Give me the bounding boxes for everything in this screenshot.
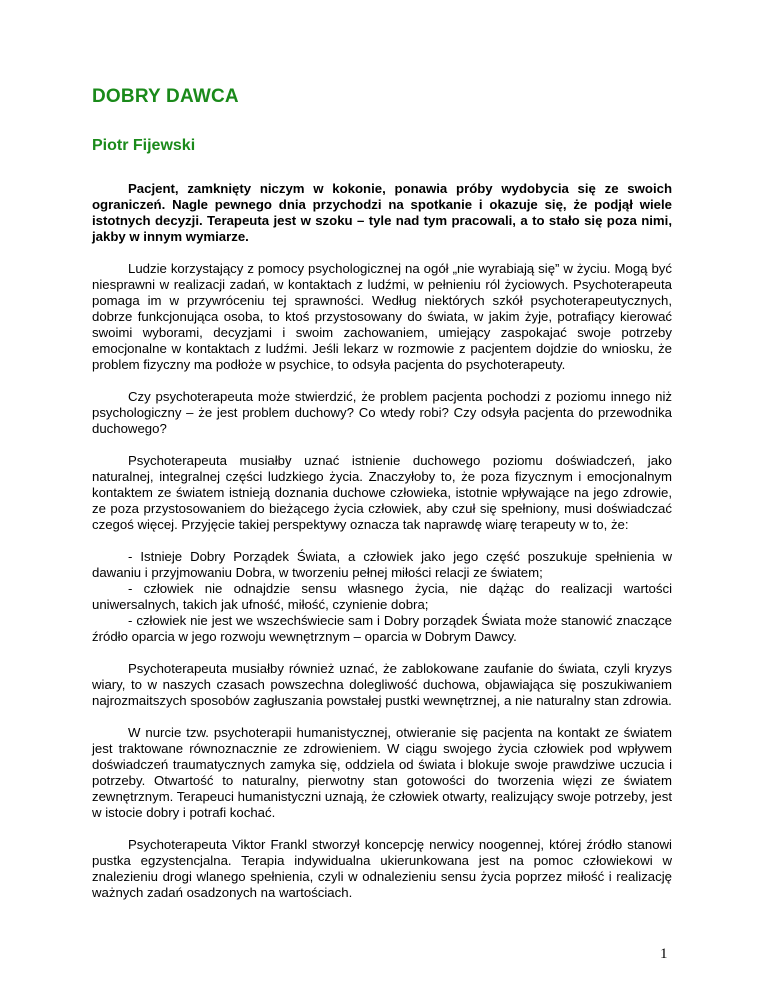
document-body [92,181,672,917]
body-paragraph: Psychoterapeuta musiałby uznać istnienie duchowego poziomu doświadczeń, jako naturalnej, integralnej części ludzkiego życia. Znaczyłoby to, że poza fizycznym i emocjonalnym kontaktem ze światem istnieją doznania duchowe człowieka, istotnie wpływające na jego zdrowie, ze poza przystosowaniem do bieżącego życia człowiek, aby czuł się spełniony, musi doświadczać czegoś więcej. Przyjęcie takiej perspektywy oznacza tak naprawdę wiarę terapeuty w to, że: [92,453,672,532]
list-item: - Istnieje Dobry Porządek Świata, a człowiek jako jego część poszukuje spełnienia w dawaniu i przyjmowaniu Dobra, w tworzeniu pełnej miłości relacji ze światem; [92,549,672,580]
body-paragraph: Czy psychoterapeuta może stwierdzić, że problem pacjenta pochodzi z poziomu innego niż psychologiczny – że jest problem duchowy? Co wtedy robi? Czy odsyła pacjenta do przewodnika duchowego? [92,389,672,436]
page-number: 1 [660,946,668,962]
list-item: - człowiek nie odnajdzie sensu własnego życia, nie dążąc do realizacji wartości uniwersalnych, takich jak ufność, miłość, czynienie dobra; [92,581,672,612]
body-paragraph: W nurcie tzw. psychoterapii humanistycznej, otwieranie się pacjenta na kontakt ze światem jest traktowane równoznacznie ze zdrowieniem. W ciągu swojego życia człowiek pod wpływem doświadczeń traumatycznych zamyka się, oddziela od świata i blokuje swoje prawdziwe uczucia i potrzeby. Otwartość to naturalny, pierwotny stan gotowości do tworzenia więzi ze światem zewnętrznym. Terapeuci humanistyczni uznają, że człowiek otwarty, realizujący swoje potrzeby, jest w istocie dobry i potrafi kochać. [92,725,672,820]
document-author: Piotr Fijewski [92,137,196,154]
lead-paragraph: Pacjent, zamknięty niczym w kokonie, ponawia próby wydobycia się ze swoich ograniczeń. Nagle pewnego dnia przychodzi na spotkanie i okazuje się, że podjął wiele istotnych decyzji. Terapeuta jest w szoku – tyle nad tym pracowali, a to stało się poza nimi, jakby w innym wymiarze. [92,181,672,244]
body-paragraph: Ludzie korzystający z pomocy psychologicznej na ogół „nie wyrabiają się” w życiu. Mogą być niesprawni w realizacji zadań, w kontaktach z ludźmi, w pełnieniu ról życiowych. Psychoterapeuta pomaga im w przywróceniu tej sprawności. Według niektórych szkół psychoterapeutycznych, dobrze funkcjonująca osoba, to ktoś przystosowany do świata, w jakim żyje, potrafiący kierować swoimi wyborami, decyzjami i swoim zachowaniem, umiejący zaspokajać swoje potrzeby emocjonalne w kontaktach z ludźmi. Jeśli lekarz w rozmowie z pacjentem dojdzie do wniosku, że problem fizyczny ma podłoże w psychice, to odsyła pacjenta do psychoterapeuty. [92,261,672,372]
body-paragraph: Psychoterapeuta musiałby również uznać, że zablokowane zaufanie do świata, czyli kryzys wiary, to w naszych czasach powszechna dolegliwość duchowa, objawiająca się poszukiwaniem najrozmaitszych sposobów zagłuszania powstałej pustki wewnętrznej, a nie naturalny stan zdrowia. [92,661,672,708]
body-paragraph: Psychoterapeuta Viktor Frankl stworzył koncepcję nerwicy noogennej, której źródło stanowi pustka egzystencjalna. Terapia indywidualna ukierunkowana jest na pomoc człowiekowi w znalezieniu drogi wlanego spełnienia, czyli w odnalezieniu sensu życia poprzez miłość i realizację ważnych zadań osadzonych na wartościach. [92,837,672,900]
list-item: - człowiek nie jest we wszechświecie sam i Dobry porządek Świata może stanowić znaczące źródło oparcia w jego rozwoju wewnętrznym – oparcia w Dobrym Dawcy. [92,613,672,644]
document-title: DOBRY DAWCA [92,86,239,107]
